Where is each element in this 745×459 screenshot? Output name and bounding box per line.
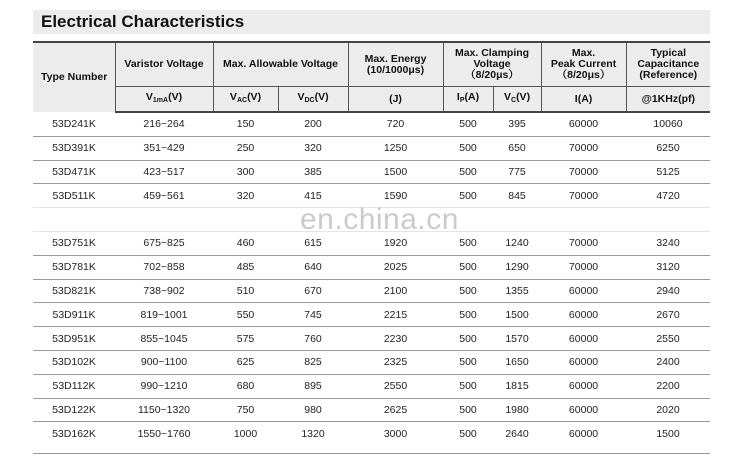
cell-ip: 500: [443, 136, 493, 160]
cell-capacitance: 1500: [626, 422, 710, 445]
cell-vc: 395: [508, 118, 526, 131]
cell-vdc: 670: [278, 279, 348, 303]
cell-ip: 500: [443, 279, 493, 303]
cell-ip: 500: [443, 350, 493, 374]
table-row: [33, 350, 710, 374]
cell-peak-current: 60000: [541, 327, 626, 351]
cell-vdc: 895: [278, 374, 348, 398]
table-row: [33, 303, 710, 327]
cell-varistor-voltage: 423~517: [115, 160, 213, 184]
cell-vdc: 615: [278, 231, 348, 255]
cell-capacitance: 3120: [626, 255, 710, 279]
cell-peak-current: [541, 208, 626, 232]
section-title-bar: [33, 10, 710, 34]
cell-vac: 625: [213, 350, 278, 374]
cell-varistor-voltage: 855~1045: [115, 327, 213, 351]
cell-type-number: 53D951K: [33, 327, 115, 351]
cell-energy: 2625: [348, 398, 443, 422]
cell-capacitance: 4720: [626, 184, 710, 208]
cell-type-number: 53D241K: [52, 117, 96, 130]
header-max-energy-line2: (10/1000μs): [366, 63, 425, 76]
cell-vac: 575: [213, 327, 278, 351]
unit-vc: $V_C(V)$: [493, 87, 541, 113]
cell-capacitance: 3240: [626, 231, 710, 255]
table-row: [33, 422, 710, 445]
header-row-top: [33, 42, 710, 87]
cell-ip: 500: [443, 398, 493, 422]
cell-vac: 680: [213, 374, 278, 398]
cell-varistor-voltage: 819~1001: [115, 303, 213, 327]
cell-varistor-voltage: 702~858: [115, 255, 213, 279]
header-max-energy-line1: Max. Energy: [364, 52, 427, 65]
cell-vdc: 825: [278, 350, 348, 374]
cell-type-number: 53D122K: [33, 398, 115, 422]
header-max-clamping-line1: Max. Clamping: [454, 47, 530, 59]
header-capacitance-line2: Capacitance: [637, 58, 700, 70]
cell-vc: 775: [493, 160, 541, 184]
cell-vac: [213, 208, 278, 232]
cell-peak-current: 60000: [541, 398, 626, 422]
cell-capacitance: [626, 208, 710, 232]
header-max-peak-current: [541, 42, 626, 87]
cell-type-number: 53D162K: [33, 422, 115, 445]
cell-energy: 2100: [348, 279, 443, 303]
header-max-energy: [348, 42, 443, 87]
header-varistor-voltage: Varistor Voltage: [115, 42, 213, 87]
cell-vdc: 200: [304, 118, 322, 131]
header-capacitance-line1: Typical: [650, 47, 686, 59]
cell-vc: 845: [493, 184, 541, 208]
cell-type-number: 53D391K: [33, 136, 115, 160]
table-row: [33, 160, 710, 184]
cell-ip: 500: [443, 327, 493, 351]
cell-vac: 460: [213, 231, 278, 255]
cell-peak-current: 60000: [541, 374, 626, 398]
header-typical-capacitance: [626, 42, 710, 87]
cell-vac: 320: [213, 184, 278, 208]
unit-v1ma: $V_{1mA}(V)$: [115, 87, 213, 113]
cell-peak-current: 70000: [541, 160, 626, 184]
header-max-peak-line3: （8/20μs）: [556, 69, 611, 81]
cell-vdc: 1320: [278, 422, 348, 445]
cell-peak-current: 70000: [541, 231, 626, 255]
cell-type-number: 53D511K: [33, 184, 115, 208]
unit-vac: $V_{AC}(V)$: [213, 87, 278, 113]
cell-capacitance: 2020: [626, 398, 710, 422]
table-row: [33, 327, 710, 351]
cell-vc: 1815: [493, 374, 541, 398]
header-max-clamping-line3: （8/20μs）: [465, 69, 519, 81]
unit-capacitance: @1KHz(pf): [626, 87, 710, 113]
table-body: [33, 112, 710, 445]
header-max-clamping-line2: Voltage: [473, 58, 511, 70]
cell-varistor-voltage: [115, 208, 213, 232]
header-max-clamping-voltage: [443, 42, 541, 87]
header-max-peak-line1: Max.: [571, 47, 596, 59]
cell-peak-current: 70000: [541, 136, 626, 160]
section-title: Electrical Characteristics: [41, 12, 245, 31]
watermark-text: en.china.cn: [300, 203, 459, 236]
cell-type-number: 53D751K: [33, 231, 115, 255]
cell-varistor-voltage: 738~902: [115, 279, 213, 303]
cell-vac: 750: [213, 398, 278, 422]
cell-energy: 2025: [348, 255, 443, 279]
cell-type-number: [33, 208, 115, 232]
table-row: [33, 255, 710, 279]
cell-vc: 1355: [493, 279, 541, 303]
cell-vc: 1980: [493, 398, 541, 422]
cell-type-number: 53D102K: [33, 350, 115, 374]
cell-ip: 500: [443, 160, 493, 184]
cell-varistor-voltage: 1150~1320: [115, 398, 213, 422]
cell-vc: 1500: [493, 303, 541, 327]
cell-varistor-voltage: 216~264: [143, 118, 185, 131]
cell-varistor-voltage: 900~1100: [115, 350, 213, 374]
table-bottom-rule: [33, 453, 710, 454]
cell-varistor-voltage: 675~825: [115, 231, 213, 255]
cell-type-number: 53D911K: [33, 303, 115, 327]
cell-capacitance: 2200: [626, 374, 710, 398]
cell-capacitance: 2940: [626, 279, 710, 303]
cell-type-number: 53D781K: [33, 255, 115, 279]
cell-energy: 2215: [348, 303, 443, 327]
cell-peak-current: 70000: [541, 255, 626, 279]
table-row: [33, 374, 710, 398]
cell-type-number: 53D112K: [33, 374, 115, 398]
cell-vdc: 640: [278, 255, 348, 279]
cell-vdc: 385: [278, 160, 348, 184]
unit-vdc: $V_{DC}(V)$: [278, 87, 348, 113]
table-row: [33, 279, 710, 303]
header-max-allowable-voltage: Max. Allowable Voltage: [213, 42, 348, 87]
cell-vac: 550: [213, 303, 278, 327]
cell-ip: 500: [443, 231, 493, 255]
cell-peak-current: 60000: [541, 422, 626, 445]
cell-vc: 1650: [493, 350, 541, 374]
cell-vac: 150: [236, 118, 255, 131]
cell-peak-current: 60000: [541, 303, 626, 327]
cell-varistor-voltage: 990~1210: [115, 374, 213, 398]
cell-energy: 3000: [348, 422, 443, 445]
cell-energy: 2325: [348, 350, 443, 374]
header-capacitance-line3: (Reference): [639, 69, 698, 81]
cell-varistor-voltage: 351~429: [115, 136, 213, 160]
cell-vac: 300: [213, 160, 278, 184]
cell-vac: 510: [213, 279, 278, 303]
cell-vc: 1290: [493, 255, 541, 279]
unit-energy: (J): [348, 87, 443, 113]
cell-varistor-voltage: 459~561: [115, 184, 213, 208]
cell-ip: 500: [443, 374, 493, 398]
cell-vdc: 980: [278, 398, 348, 422]
cell-capacitance: 10060: [653, 118, 683, 131]
header-type-number: Type Number: [33, 42, 115, 112]
cell-vc: 2640: [493, 422, 541, 445]
electrical-characteristics-table: [33, 41, 710, 445]
cell-varistor-voltage: 1550~1760: [115, 422, 213, 445]
table-row: [33, 398, 710, 422]
cell-vac: 1000: [213, 422, 278, 445]
cell-ip: 500: [443, 184, 493, 208]
cell-vdc: 320: [278, 136, 348, 160]
cell-vdc: 415: [278, 184, 348, 208]
header-max-peak-line2: Peak Current: [550, 58, 617, 70]
cell-peak-current: 60000: [541, 279, 626, 303]
cell-ip: 500: [443, 255, 493, 279]
cell-vdc: 745: [278, 303, 348, 327]
header-row-units: [33, 87, 710, 113]
cell-energy: 720: [386, 118, 405, 131]
cell-vdc: 760: [278, 327, 348, 351]
unit-peak-current: I(A): [541, 87, 626, 113]
cell-ip: 500: [443, 422, 493, 445]
table-row: [33, 112, 710, 136]
cell-ip: 500: [443, 303, 493, 327]
cell-capacitance: 6250: [626, 136, 710, 160]
cell-vc: 1570: [493, 327, 541, 351]
cell-energy: 1500: [348, 160, 443, 184]
cell-capacitance: 2670: [626, 303, 710, 327]
cell-energy: 2230: [348, 327, 443, 351]
cell-capacitance: 5125: [626, 160, 710, 184]
cell-vc: 1240: [493, 231, 541, 255]
cell-type-number: 53D821K: [33, 279, 115, 303]
cell-vc: [493, 208, 541, 232]
cell-vc: 650: [493, 136, 541, 160]
cell-energy: 1920: [348, 231, 443, 255]
cell-peak-current: 60000: [541, 350, 626, 374]
cell-vac: 485: [213, 255, 278, 279]
cell-peak-current: 60000: [568, 118, 599, 131]
cell-vac: 250: [213, 136, 278, 160]
cell-peak-current: 70000: [541, 184, 626, 208]
cell-energy: 1590: [348, 184, 443, 208]
cell-ip: 500: [459, 118, 477, 131]
cell-capacitance: 2550: [626, 327, 710, 351]
cell-type-number: 53D471K: [33, 160, 115, 184]
cell-energy: 1250: [348, 136, 443, 160]
unit-ip: $I_P(A)$: [443, 87, 493, 113]
cell-capacitance: 2400: [626, 350, 710, 374]
cell-energy: 2550: [348, 374, 443, 398]
table-row: [33, 136, 710, 160]
